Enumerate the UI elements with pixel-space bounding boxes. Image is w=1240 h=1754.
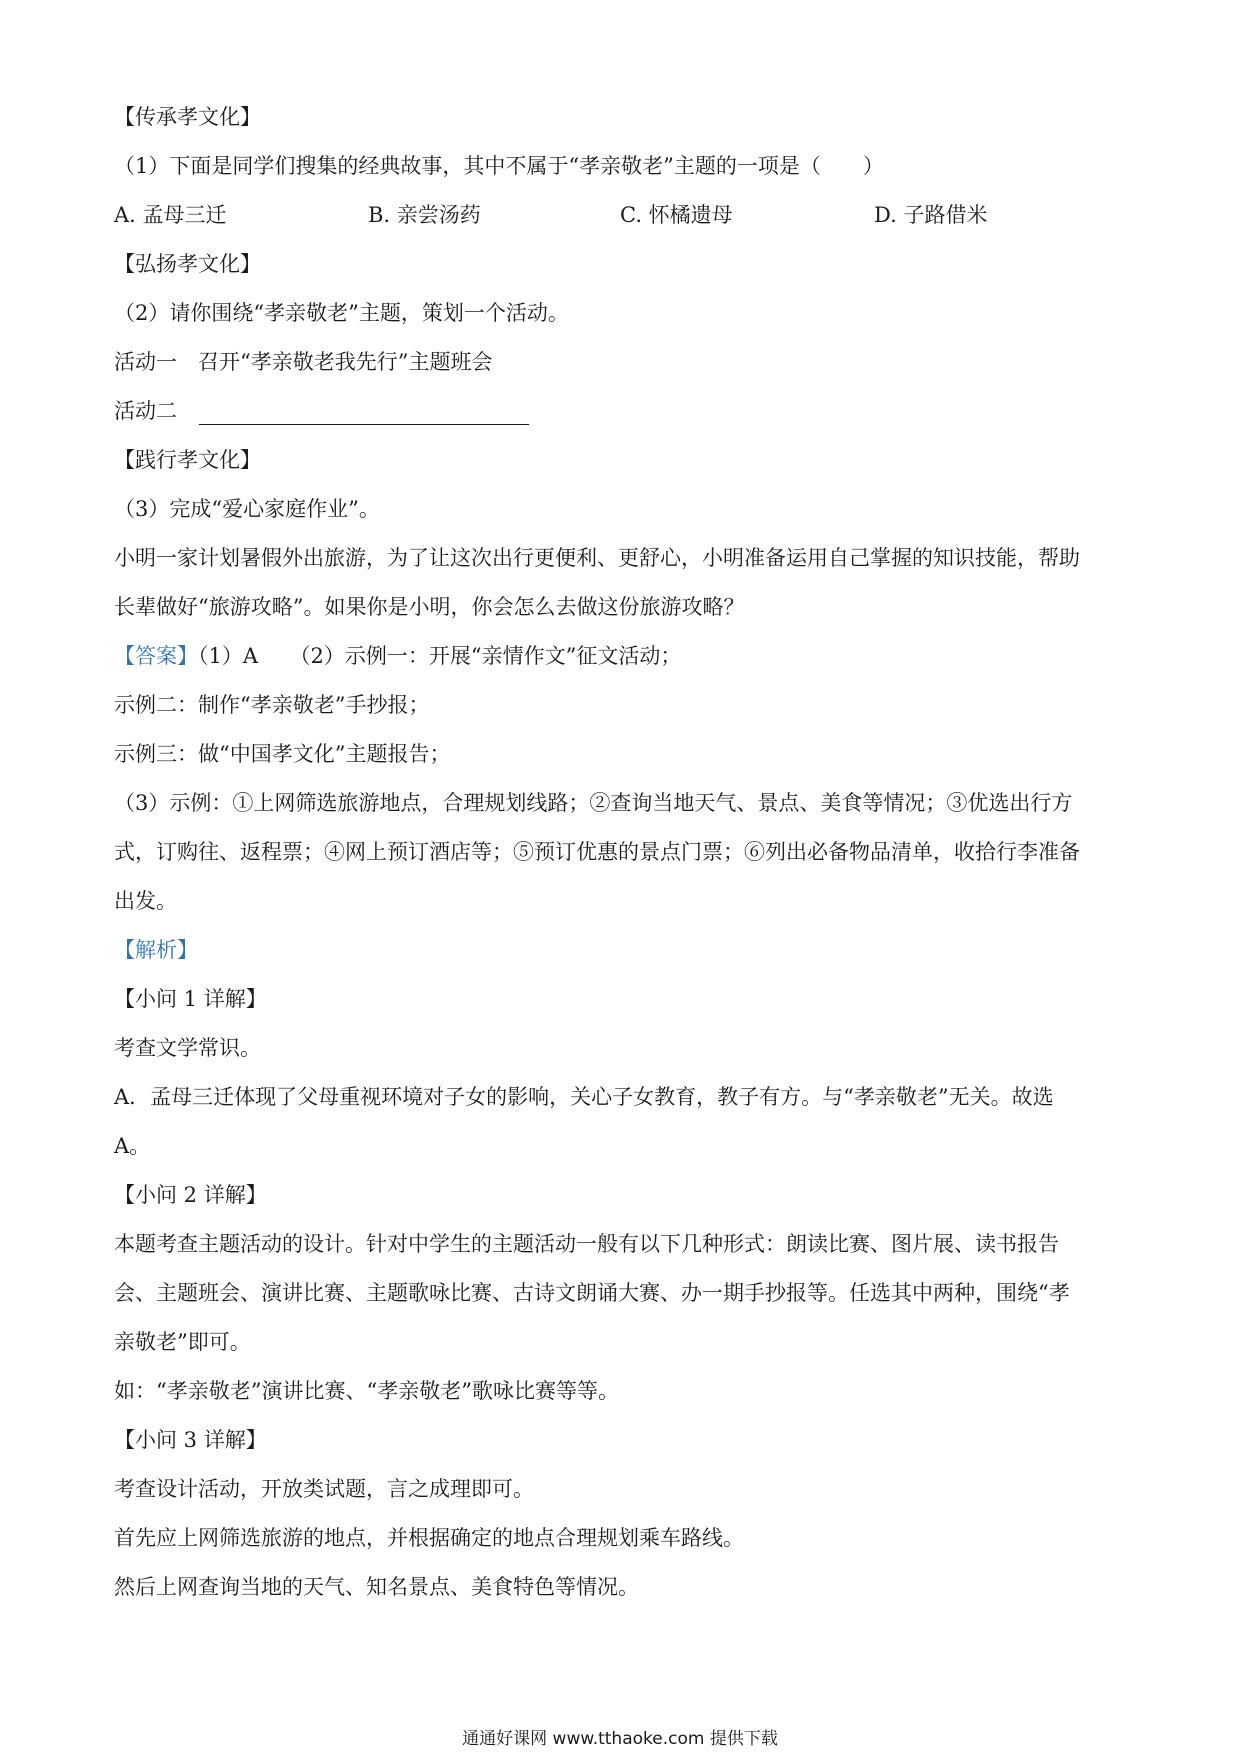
option-c: C. 怀橘遗母 <box>620 203 733 227</box>
sub-question-2-text-1: 本题考查主题活动的设计。针对中学生的主题活动一般有以下几种形式：朗读比赛、图片展、读书报告 <box>114 1232 1059 1256</box>
question-1: （1）下面是同学们搜集的经典故事，其中不属于“孝亲敬老”主题的一项是（ ） <box>114 154 884 178</box>
sub-question-2-text-4: 如：“孝亲敬老”演讲比赛、“孝亲敬老”歌咏比赛等等。 <box>114 1379 619 1403</box>
section-heading-inherit: 【传承孝文化】 <box>114 105 261 129</box>
question-3-text-line-2: 长辈做好“旅游攻略”。如果你是小明，你会怎么去做这份旅游攻略？ <box>114 595 745 619</box>
question-1-options <box>114 201 1014 229</box>
question-3: （3）完成“爱心家庭作业”。 <box>114 497 380 521</box>
option-b: B. 亲尝汤药 <box>368 203 481 227</box>
section-heading-promote: 【弘扬孝文化】 <box>114 252 261 276</box>
sub-question-2-text-2: 会、主题班会、演讲比赛、主题歌咏比赛、古诗文朗诵大赛、办一期手抄报等。任选其中两种，围绕“孝 <box>114 1281 1070 1305</box>
answer-line-2: 示例二：制作“孝亲敬老”手抄报； <box>114 693 430 717</box>
sub-question-2-text-3: 亲敬老”即可。 <box>114 1330 251 1354</box>
analysis-tag: 【解析】 <box>114 938 198 962</box>
answer-line-3: 示例三：做“中国孝文化”主题报告； <box>114 742 451 766</box>
sub-question-3-text-3: 然后上网查询当地的天气、知名景点、美食特色等情况。 <box>114 1575 639 1599</box>
answer-text-1: （1）A （2）示例一：开展“亲情作文”征文活动； <box>198 644 682 668</box>
sub-question-1-heading: 【小问 1 详解】 <box>114 987 267 1011</box>
option-a: A. 孟母三迁 <box>114 203 227 227</box>
answer-line-4: （3）示例：①上网筛选旅游地点，合理规划线路；②查询当地天气、景点、美食等情况；③优选出行方 <box>114 791 1073 815</box>
activity-1: 活动一 召开“孝亲敬老我先行”主题班会 <box>114 350 493 374</box>
question-2: （2）请你围绕“孝亲敬老”主题，策划一个活动。 <box>114 301 569 325</box>
question-3-text-line-1: 小明一家计划暑假外出旅游，为了让这次出行更便利、更舒心，小明准备运用自己掌握的知识技能，帮助 <box>114 546 1080 570</box>
answer-line-5: 式，订购往、返程票；④网上预订酒店等；⑤预订优惠的景点门票；⑥列出必备物品清单，收拾行李准备 <box>114 840 1080 864</box>
activity-2 <box>114 397 529 425</box>
sub-question-3-text-1: 考查设计活动，开放类试题，言之成理即可。 <box>114 1477 534 1501</box>
activity-2-label: 活动二 <box>114 399 177 423</box>
answer-blank-line <box>199 402 529 425</box>
sub-question-1-text-1: 考查文学常识。 <box>114 1036 261 1060</box>
answer-line-6: 出发。 <box>114 889 177 913</box>
option-d: D. 子路借米 <box>874 203 988 227</box>
sub-question-3-text-2: 首先应上网筛选旅游的地点，并根据确定的地点合理规划乘车路线。 <box>114 1526 744 1550</box>
section-heading-practice: 【践行孝文化】 <box>114 448 261 472</box>
sub-question-2-heading: 【小问 2 详解】 <box>114 1183 267 1207</box>
answer-tag: 【答案】 <box>114 644 198 668</box>
sub-question-1-text-2: A．孟母三迁体现了父母重视环境对子女的影响，关心子女教育，教子有方。与“孝亲敬老”无关。故选 <box>114 1085 1054 1109</box>
sub-question-3-heading: 【小问 3 详解】 <box>114 1428 267 1452</box>
answer-line-1 <box>114 642 681 670</box>
page-footer: 通通好课网 www.tthaoke.com 提供下载 <box>462 1729 778 1749</box>
sub-question-1-text-3: A。 <box>114 1134 151 1158</box>
